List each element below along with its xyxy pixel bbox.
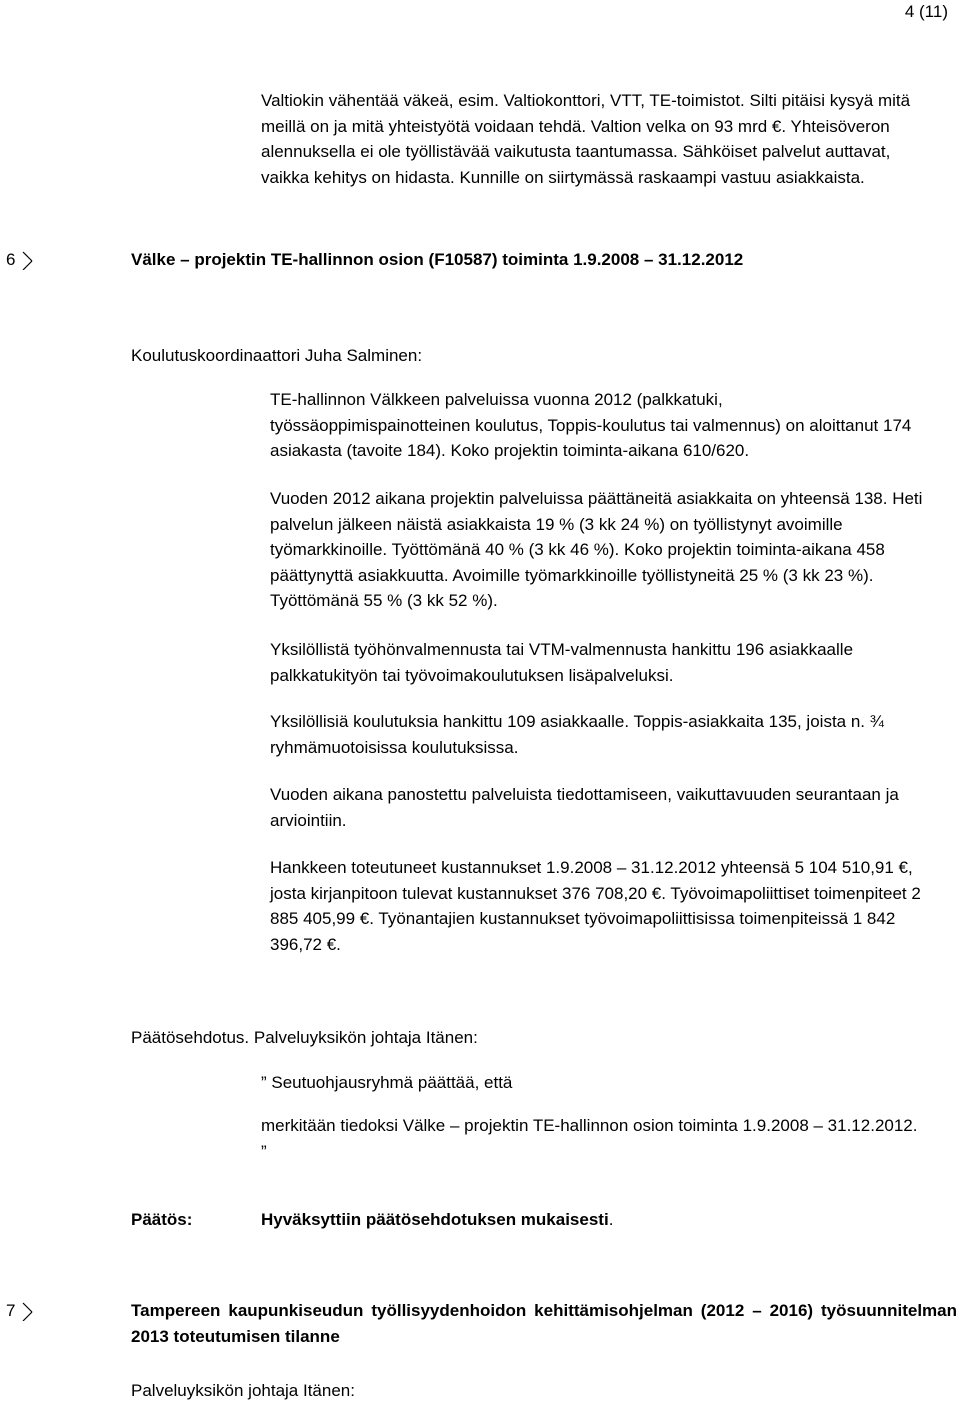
- proposal-intro-text: Päätösehdotus. Palveluyksikön johtaja Itänen:: [131, 1028, 478, 1047]
- section-6-paragraph-6: [270, 855, 940, 957]
- section-6-title: Välke – projektin TE-hallinnon osion (F10587) toiminta 1.9.2008 – 31.12.2012: [131, 250, 744, 269]
- intro-text: Valtiokin vähentää väkeä, esim. Valtiokonttori, VTT, TE-toimistot. Silti pitäisi kysyä mitä meillä on ja mitä yhteistyötä voidaan tehdä. Valtion velka on 93 mrd €. Yhteisöveron alennuksella ei ole työllistävää vaikutusta taantumassa. Sähköiset palvelut auttavat, vaikka kehitys on hidasta. Kunnille on siirtymässä raskaampi vastuu asiakkaista.: [261, 91, 911, 187]
- presenter-text: Koulutuskoordinaattori Juha Salminen:: [131, 346, 423, 365]
- paragraph-text: Yksilöllistä työhönvalmennusta tai VTM-valmennusta hankittu 196 asiakkaalle palkkatukityön tai työvoimakoulutuksen lisäpalveluksi.: [270, 640, 854, 685]
- section-6-paragraph-2: [270, 486, 958, 614]
- section-mark-icon: [20, 1301, 36, 1321]
- section-6-paragraph-4: [270, 709, 958, 760]
- section-7-title: Tampereen kaupunkiseudun työllisyydenhoidon kehittämisohjelman (2012 – 2016) työsuunnitelman 2013 toteutumisen tilanne: [131, 1301, 957, 1346]
- section-6-presenter: [131, 343, 831, 369]
- decision-text-bold: Hyväksyttiin päätösehdotuksen mukaisesti: [261, 1210, 609, 1229]
- section-7-number: 7: [6, 1301, 16, 1320]
- presenter-text: Palveluyksikön johtaja Itänen:: [131, 1381, 355, 1400]
- decision-text-period: .: [608, 1210, 614, 1229]
- paragraph-text: Vuoden aikana panostettu palveluista tiedottamiseen, vaikuttavuuden seurantaan ja arviointiin.: [270, 785, 899, 830]
- decision-label: Päätös:: [131, 1210, 193, 1229]
- proposal-body-text: merkitään tiedoksi Välke – projektin TE-hallinnon osion toiminta 1.9.2008 – 31.12.2012. ”: [261, 1116, 918, 1161]
- page-number: 4 (11): [904, 2, 948, 21]
- proposal-intro: [131, 1025, 831, 1051]
- section-6-paragraph-5: [270, 782, 958, 833]
- decision-text: [261, 1207, 613, 1233]
- section-6-number: 6: [6, 250, 16, 269]
- section-6-paragraph-3: [270, 637, 958, 688]
- proposal-quote: [261, 1070, 921, 1096]
- section-7-presenter: [131, 1378, 831, 1404]
- paragraph-text: TE-hallinnon Välkkeen palveluissa vuonna 2012 (palkkatuki, työssäoppimispainotteinen koulutus, Toppis-koulutus tai valmennus) on aloittanut 174 asiakasta (tavoite 184). Koko projektin toiminta-aikana 610/620.: [270, 390, 912, 460]
- paragraph-text: Yksilöllisiä koulutuksia hankittu 109 asiakkaalle. Toppis-asiakkaita 135, joista n. ¾ ryhmämuotoisissa koulutuksissa.: [270, 712, 884, 757]
- section-6-paragraph-1: [270, 387, 925, 464]
- proposal-text: [261, 1113, 921, 1164]
- paragraph-text: Vuoden 2012 aikana projektin palveluissa päättäneitä asiakkaita on yhteensä 138. Heti palvelun jälkeen näistä asiakkaista 19 % (3 kk 24 %) on työllistynyt avoimille työmarkkinoille. Työttömänä 40 % (3 kk 46 %). Koko projektin toiminta-aikana 458 päättynyttä asiakkuutta. Avoimille työmarkkinoille työllistyneitä 25 % (3 kk 23 %). Työttömänä 55 % (3 kk 52 %).: [270, 489, 923, 610]
- section-mark-icon: [20, 250, 36, 270]
- intro-paragraph: [261, 88, 926, 190]
- proposal-quote-text: ” Seutuohjausryhmä päättää, että: [261, 1073, 513, 1092]
- paragraph-text: Hankkeen toteutuneet kustannukset 1.9.2008 – 31.12.2012 yhteensä 5 104 510,91 €, josta kirjanpitoon tulevat kustannukset 376 708,20 €. Työvoimapoliittiset toimenpiteet 2 885 405,99 €. Työnantajien kustannukset työvoimapoliittisissa toimenpiteissä 1 842 396,72 €.: [270, 858, 921, 954]
